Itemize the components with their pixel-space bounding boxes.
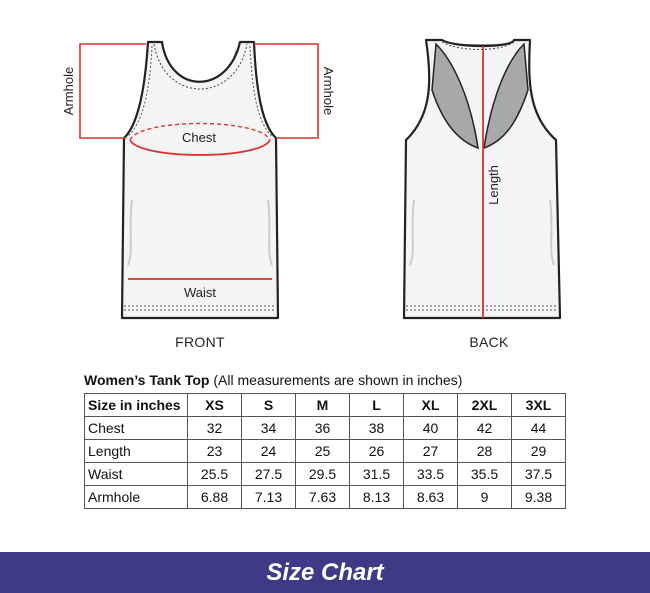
length-label: Length <box>486 165 501 205</box>
back-tank-top-illustration <box>404 40 560 318</box>
front-view-label: FRONT <box>175 334 225 350</box>
row-label: Armhole <box>85 486 188 509</box>
header-cell: Size in inches <box>85 394 188 417</box>
table-cell: 8.63 <box>404 486 458 509</box>
table-cell: 44 <box>512 417 566 440</box>
table-cell: 42 <box>458 417 512 440</box>
header-cell: XS <box>188 394 242 417</box>
table-cell: 24 <box>242 440 296 463</box>
table-cell: 26 <box>350 440 404 463</box>
header-cell: M <box>296 394 350 417</box>
table-row <box>85 463 566 486</box>
chest-label: Chest <box>182 130 216 145</box>
header-cell: L <box>350 394 404 417</box>
table-cell: 33.5 <box>404 463 458 486</box>
table-row <box>85 486 566 509</box>
table-row <box>85 440 566 463</box>
table-cell: 9 <box>458 486 512 509</box>
row-label: Waist <box>85 463 188 486</box>
table-cell: 29 <box>512 440 566 463</box>
header-cell: S <box>242 394 296 417</box>
size-table <box>84 393 566 509</box>
table-cell: 9.38 <box>512 486 566 509</box>
table-cell: 27 <box>404 440 458 463</box>
header-cell: 2XL <box>458 394 512 417</box>
table-row <box>85 417 566 440</box>
table-cell: 32 <box>188 417 242 440</box>
table-header-row <box>85 394 566 417</box>
size-chart-banner: Size Chart <box>0 552 650 593</box>
table-cell: 34 <box>242 417 296 440</box>
table-cell: 35.5 <box>458 463 512 486</box>
table-cell: 7.63 <box>296 486 350 509</box>
table-cell: 36 <box>296 417 350 440</box>
table-cell: 8.13 <box>350 486 404 509</box>
table-title <box>84 372 462 388</box>
armhole-left-label: Armhole <box>61 66 76 116</box>
back-view-label: BACK <box>469 334 509 350</box>
table-cell: 38 <box>350 417 404 440</box>
table-cell: 28 <box>458 440 512 463</box>
row-label: Chest <box>85 417 188 440</box>
table-cell: 27.5 <box>242 463 296 486</box>
table-cell: 6.88 <box>188 486 242 509</box>
table-cell: 25.5 <box>188 463 242 486</box>
table-cell: 37.5 <box>512 463 566 486</box>
table-title-note: (All measurements are shown in inches) <box>209 372 463 388</box>
table-cell: 7.13 <box>242 486 296 509</box>
armhole-right-label: Armhole <box>321 66 336 116</box>
row-label: Length <box>85 440 188 463</box>
front-tank-top-illustration <box>122 42 278 318</box>
table-cell: 31.5 <box>350 463 404 486</box>
table-cell: 25 <box>296 440 350 463</box>
waist-label: Waist <box>183 285 217 300</box>
table-cell: 29.5 <box>296 463 350 486</box>
table-cell: 23 <box>188 440 242 463</box>
table-cell: 40 <box>404 417 458 440</box>
table-title-bold: Women’s Tank Top <box>84 372 210 388</box>
header-cell: 3XL <box>512 394 566 417</box>
header-cell: XL <box>404 394 458 417</box>
